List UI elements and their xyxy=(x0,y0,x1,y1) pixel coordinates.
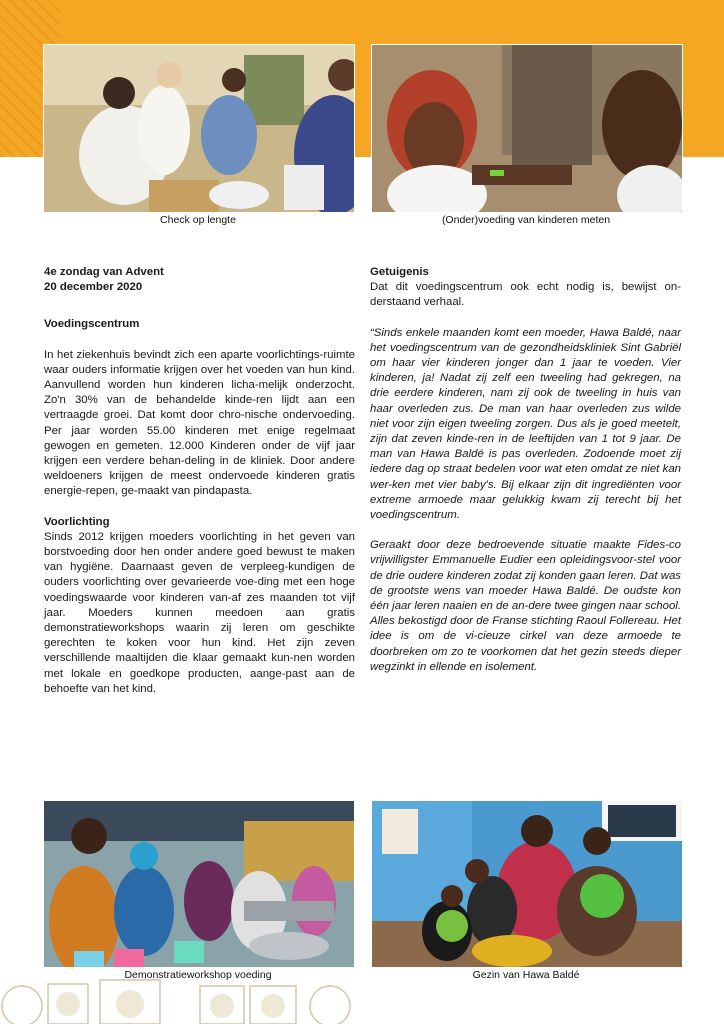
section-body-voedingscentrum: In het ziekenhuis bevindt zich een aparte voorlichtings-ruimte waar ouders informatie krijgen over het voeden van hun kind. Aanvullend worden hun kinderen licha-melijk onderzocht. Zo'n 30% van de behandelde kinde-ren lijdt aan een vertraagde groei. Dat komt door chro-nische ondervoeding. Per jaar worden 55.00 kinderen met enige regelmaat gewogen en gemeten. 12.000 Kinderen onder de vijf jaar krijgen een verdere behan-deling in de kliniek. Door andere weldoeners krijgen de meest ondervoede kinderen gratis energie-repen, ge-maakt van pindapasta. xyxy=(44,348,355,498)
photo-child-measuring xyxy=(371,44,683,213)
caption-photo-4: Gezin van Hawa Baldé xyxy=(472,969,580,981)
caption-photo-2: (Onder)voeding van kinderen meten xyxy=(441,214,611,226)
section-heading-voedingscentrum: Voedingscentrum xyxy=(44,318,140,331)
section-body-voorlichting: Sinds 2012 krijgen moeders voorlichting in het geven van borstvoeding door hen onder andere goed bewust te maken van hygiëne. Daarnaast geven de verpleeg-kundigen de ouders voorlichting over gevarieerde voe-ding met een hoge voedingswaarde voor kinderen van-af zes maanden tot vijf jaar. Moeders kunnen meedoen aan gratis demonstratieworkshops waarin zij leren om geschikte gerechten te koken voor hun kind. Het zijn zeven verschillende maaltijden die klaar gemaakt kun-nen worden met lokale en goedkope producten, aange-past aan de behoefte van het kind. xyxy=(44,530,355,695)
photo-length-check xyxy=(43,44,355,213)
testimony-quote-part-1: “Sinds enkele maanden komt een moeder, Hawa Baldé, naar het voedingscentrum van de gezondheidskliniek Sint Gabriël om haar vier kinderen jonger dan 1 jaar te voeden. Vier kinderen, ja! Nadat zij zelf een tweeling had gekregen, na drie eerdere kinderen, nam zij ook de tweeling in huis van haar overleden zus. De man van haar overleden zus wilde niet voor zijn eigen tweeling zorgen. Dus als je goed meetelt, zijn dat zeven kinde-ren in de leeftijden van 1 tot 9 jaar. De man van Hawa Baldé is pas overleden. Zodoende moet zij iedere dag op straat bedelen voor wat eten omdat ze niet kan wer-ken met vier baby's. Bij elkaar zijn dit ingrediënten voor extreme armoede maar gelukkig kwam zij terecht bij het voedingscentrum. xyxy=(370,326,681,522)
photo-hawa-family xyxy=(371,800,683,968)
caption-photo-3: Demonstratieworkshop voeding xyxy=(124,969,272,981)
testimony-quote-part-2: Geraakt door deze bedroevende situatie maakte Fides-co vrijwilligster Emmanuelle Eudier een opleidingsvoor-stel voor de drie oudere kinderen zodat zij konden gaan leren. Dat was de grootste wens van moeder Hawa Baldé. De oudste kon één jaar leren naaien en de an-dere twee gingen naar school. Alles bekostigd door de Franse stichting Raoul Follereau. Het idee is om de vi-cieuze cirkel van deze armoede te doorbreken om zo te voorkomen dat het gezin steeds dieper wegzinkt in ellende en isolement. xyxy=(370,539,681,673)
right-column xyxy=(370,265,681,675)
decorative-stamps xyxy=(0,972,360,1024)
section-heading-getuigenis: Getuigenis xyxy=(370,266,429,278)
service-date: 20 december 2020 xyxy=(44,281,143,294)
section-heading-voorlichting: Voorlichting xyxy=(44,515,110,528)
left-column xyxy=(44,265,355,697)
service-title: 4e zondag van Advent xyxy=(44,266,164,278)
photo-cooking-workshop xyxy=(43,800,355,968)
testimony-intro: Dat dit voedingscentrum ook echt nodig is, bewijst on-derstaand verhaal. xyxy=(370,281,681,309)
caption-photo-1: Check op lengte xyxy=(160,214,236,226)
